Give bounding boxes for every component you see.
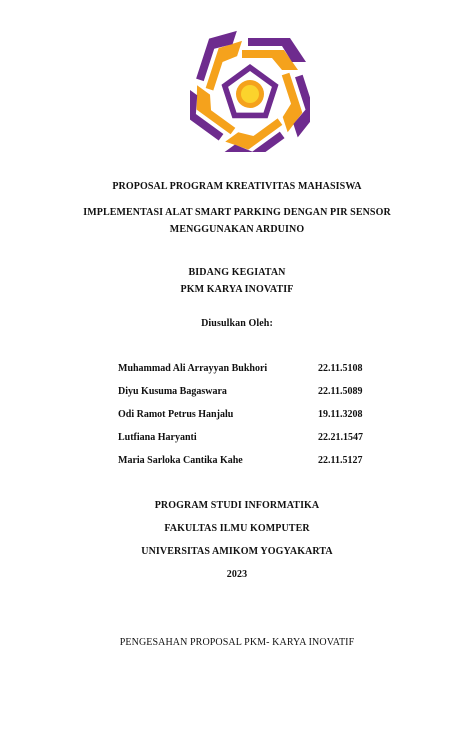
proposal-title: PROPOSAL PROGRAM KREATIVITAS MAHASISWA	[112, 181, 362, 192]
study-program: PROGRAM STUDI INFORMATIKA	[154, 500, 320, 511]
member-name: Diyu Kusuma Bagaswara	[118, 386, 227, 397]
field-label: BIDANG KEGIATAN	[188, 267, 286, 278]
member-name: Maria Sarloka Cantika Kahe	[118, 455, 243, 466]
proposed-by-label: Diusulkan Oleh:	[201, 318, 273, 329]
university: UNIVERSITAS AMIKOM YOGYAKARTA	[141, 546, 333, 557]
member-name: Muhammad Ali Arrayyan Bukhori	[118, 363, 268, 374]
field-value: PKM KARYA INOVATIF	[180, 284, 294, 295]
footer-text: PENGESAHAN PROPOSAL PKM- KARYA INOVATIF	[119, 637, 355, 648]
faculty: FAKULTAS ILMU KOMPUTER	[164, 523, 310, 534]
member-nim: 19.11.3208	[318, 409, 363, 420]
pkm-logo-icon	[190, 28, 310, 152]
member-nim: 22.11.5108	[318, 363, 363, 374]
project-title-line-1: IMPLEMENTASI ALAT SMART PARKING DENGAN PIR SENSOR	[83, 207, 391, 218]
member-name: Odi Ramot Petrus Hanjalu	[118, 409, 234, 420]
member-name: Lutfiana Haryanti	[118, 432, 197, 443]
project-title-line-2: MENGGUNAKAN ARDUINO	[169, 224, 305, 235]
year: 2023	[226, 569, 248, 580]
member-nim: 22.21.1547	[318, 432, 363, 443]
member-nim: 22.11.5127	[318, 455, 363, 466]
member-nim: 22.11.5089	[318, 386, 363, 397]
